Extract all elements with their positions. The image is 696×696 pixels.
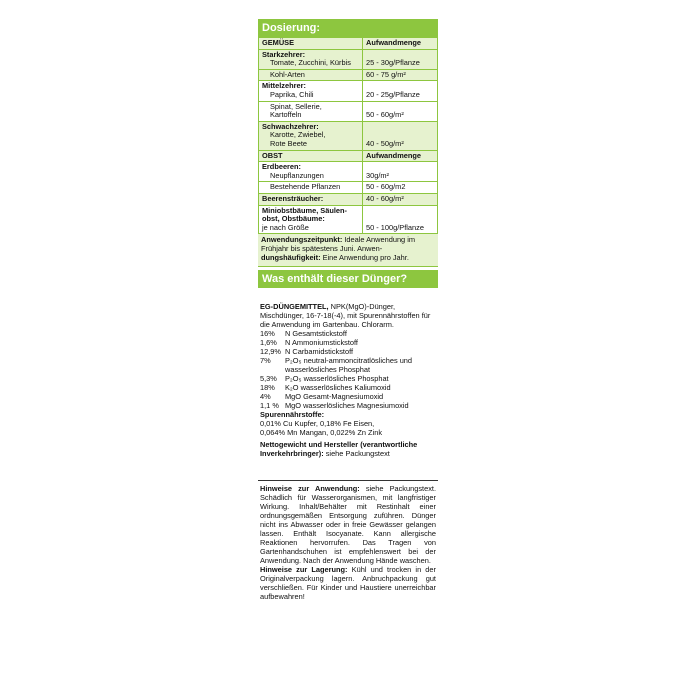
row-name-line: Kartoffeln: [270, 110, 302, 120]
row-amount: 30g/m²: [363, 162, 438, 182]
component-desc: N Gesamtstickstoff: [285, 329, 347, 339]
row-amount: 50 - 100g/Pflanze: [363, 205, 438, 234]
component-row: [260, 338, 436, 347]
component-row: [260, 401, 436, 410]
component-desc: P₂O₅ wasserlösliches Phosphat: [285, 374, 389, 384]
table-row: [259, 182, 438, 194]
component-pct: 4%: [260, 392, 271, 402]
component-pct: 5,3%: [260, 374, 277, 384]
row-name-line: Rote Beete: [270, 138, 307, 148]
row-amount: 40 - 50g/m²: [363, 121, 438, 150]
row-name-line: je nach Größe: [262, 222, 309, 232]
netto-label: Nettogewicht und Hersteller (verantwortliche Inverkehrbringer):: [260, 440, 418, 459]
erdbeeren-label: Erdbeeren:: [262, 162, 302, 172]
zeitpunkt-text: Ideale Anwendung im Frühjahr bis spätestens Juni. Anwen-: [261, 235, 416, 254]
lagerung-label: Hinweise zur Lagerung:: [260, 565, 348, 575]
row-name: Beerensträucher:: [259, 193, 363, 205]
components-list: [260, 329, 436, 410]
table-row: [259, 38, 438, 50]
row-name-line: Spinat, Sellerie,: [270, 101, 322, 111]
amount-header: Aufwandmenge: [363, 38, 438, 50]
zeitpunkt-label: Anwendungszeitpunkt:: [261, 235, 343, 245]
haeufigkeit-label: dungshäufigkeit:: [261, 253, 321, 263]
amount-header: Aufwandmenge: [363, 150, 438, 162]
obst-header: OBST: [259, 150, 363, 162]
anwendungszeitpunkt-text: [258, 234, 438, 267]
row-amount: 50 - 60g/m2: [363, 182, 438, 194]
product-info-panel: [258, 19, 438, 601]
component-desc: P₂O₅ neutral-ammoncitratlösliches und wasserlösliches Phosphat: [285, 356, 413, 375]
netto-value: siehe Packungstext: [323, 449, 390, 459]
lagerung-text: Kühl und trocken in der Originalverpackung lagern. Anbruchpackung gut verschließen. Für Kinder und Haustiere unerreichbar aufbewahren!: [260, 565, 436, 602]
row-amount: 60 - 75 g/m²: [363, 69, 438, 81]
component-pct: 1,1 %: [260, 401, 279, 411]
row-amount: 20 - 25g/Pflanze: [363, 81, 438, 101]
component-desc: MgO Gesamt-Magnesiumoxid: [285, 392, 384, 402]
hinweise-section: [258, 484, 438, 601]
row-amount: 50 - 60g/m²: [363, 101, 438, 121]
row-amount: 40 - 60g/m²: [363, 193, 438, 205]
component-pct: 12,9%: [260, 347, 281, 357]
spuren-line: 0,01% Cu Kupfer, 0,18% Fe Eisen,: [260, 419, 375, 429]
component-desc: N Ammoniumstickstoff: [285, 338, 358, 348]
row-name: Kohl-Arten: [270, 69, 305, 79]
row-amount: 25 - 30g/Pflanze: [363, 49, 438, 69]
component-desc: N Carbamidstickstoff: [285, 347, 354, 357]
row-name-line: obst, Obstbäume:: [262, 214, 325, 224]
inhalt-section: [258, 302, 438, 458]
anwendung-hinweis: [260, 484, 436, 565]
component-row: [260, 329, 436, 338]
component-pct: 7%: [260, 356, 271, 366]
gemuese-header: GEMÜSE: [259, 38, 363, 50]
component-pct: 16%: [260, 329, 275, 339]
table-row: [259, 69, 438, 81]
schwachzehrer-label: Schwachzehrer:: [262, 121, 319, 131]
intro-label: EG-DÜNGEMITTEL,: [260, 302, 329, 312]
table-row: [259, 150, 438, 162]
row-name-line: Karotte, Zwiebel,: [270, 130, 326, 140]
inhalt-intro: [260, 302, 436, 329]
anwendung-label: Hinweise zur Anwendung:: [260, 484, 360, 494]
table-row: [259, 121, 438, 150]
component-pct: 1,6%: [260, 338, 277, 348]
row-name: Bestehende Pflanzen: [270, 182, 341, 192]
table-row: [259, 205, 438, 234]
netto-text: [260, 440, 436, 458]
spuren-line: 0,064% Mn Mangan, 0,022% Zn Zink: [260, 428, 383, 438]
dosierung-table: [258, 37, 438, 234]
table-row: [259, 193, 438, 205]
mittelzehrer-label: Mittelzehrer:: [262, 81, 306, 91]
component-row: [260, 356, 436, 374]
table-row: [259, 49, 438, 69]
lagerung-hinweis: [260, 565, 436, 601]
table-row: [259, 101, 438, 121]
component-pct: 18%: [260, 383, 275, 393]
haeufigkeit-text: Eine Anwendung pro Jahr.: [320, 253, 409, 263]
component-desc: K₂O wasserlösliches Kaliumoxid: [285, 383, 391, 393]
row-name: Paprika, Chili: [270, 89, 314, 99]
row-name: Tomate, Zucchini, Kürbis: [270, 58, 351, 68]
row-name-line: Miniobstbäume, Säulen-: [262, 205, 347, 215]
divider: [258, 458, 438, 481]
dosierung-title: Dosierung:: [258, 19, 438, 37]
inhalt-title: Was enthält dieser Dünger?: [258, 270, 438, 288]
table-row: [259, 162, 438, 182]
component-desc: MgO wasserlösliches Magnesiumoxid: [285, 401, 409, 411]
component-row: [260, 392, 436, 401]
table-row: [259, 81, 438, 101]
starkzehrer-label: Starkzehrer:: [262, 49, 306, 59]
spuren-label: Spurennährstoffe:: [260, 410, 325, 420]
intro-text: NPK(MgO)-Dünger, Mischdünger, 16-7-18(-4), mit Spurennährstoffen für die Anwendung im Gartenbau. Chlorarm.: [260, 302, 431, 330]
component-row: [260, 347, 436, 356]
component-row: [260, 383, 436, 392]
row-name: Neupflanzungen: [270, 170, 324, 180]
anwendung-text: siehe Packungstext. Schädlich für Wasserorganismen, mit langfristiger Wirkung. Inhalt/Behälter mit Restinhalt einer ordnungsgemäßen Entsorgung zuführen. Dünger nicht ins Abwasser oder in freie Gewässer gelangen lassen. Enthält Isocyanate. Kann allergische Reaktionen hervorrufen. Das Tragen von Gartenhandschuhen ist empfehlenswert bei der Anwendung. Nach der Anwendung Hände waschen.: [260, 484, 436, 566]
component-row: [260, 374, 436, 383]
